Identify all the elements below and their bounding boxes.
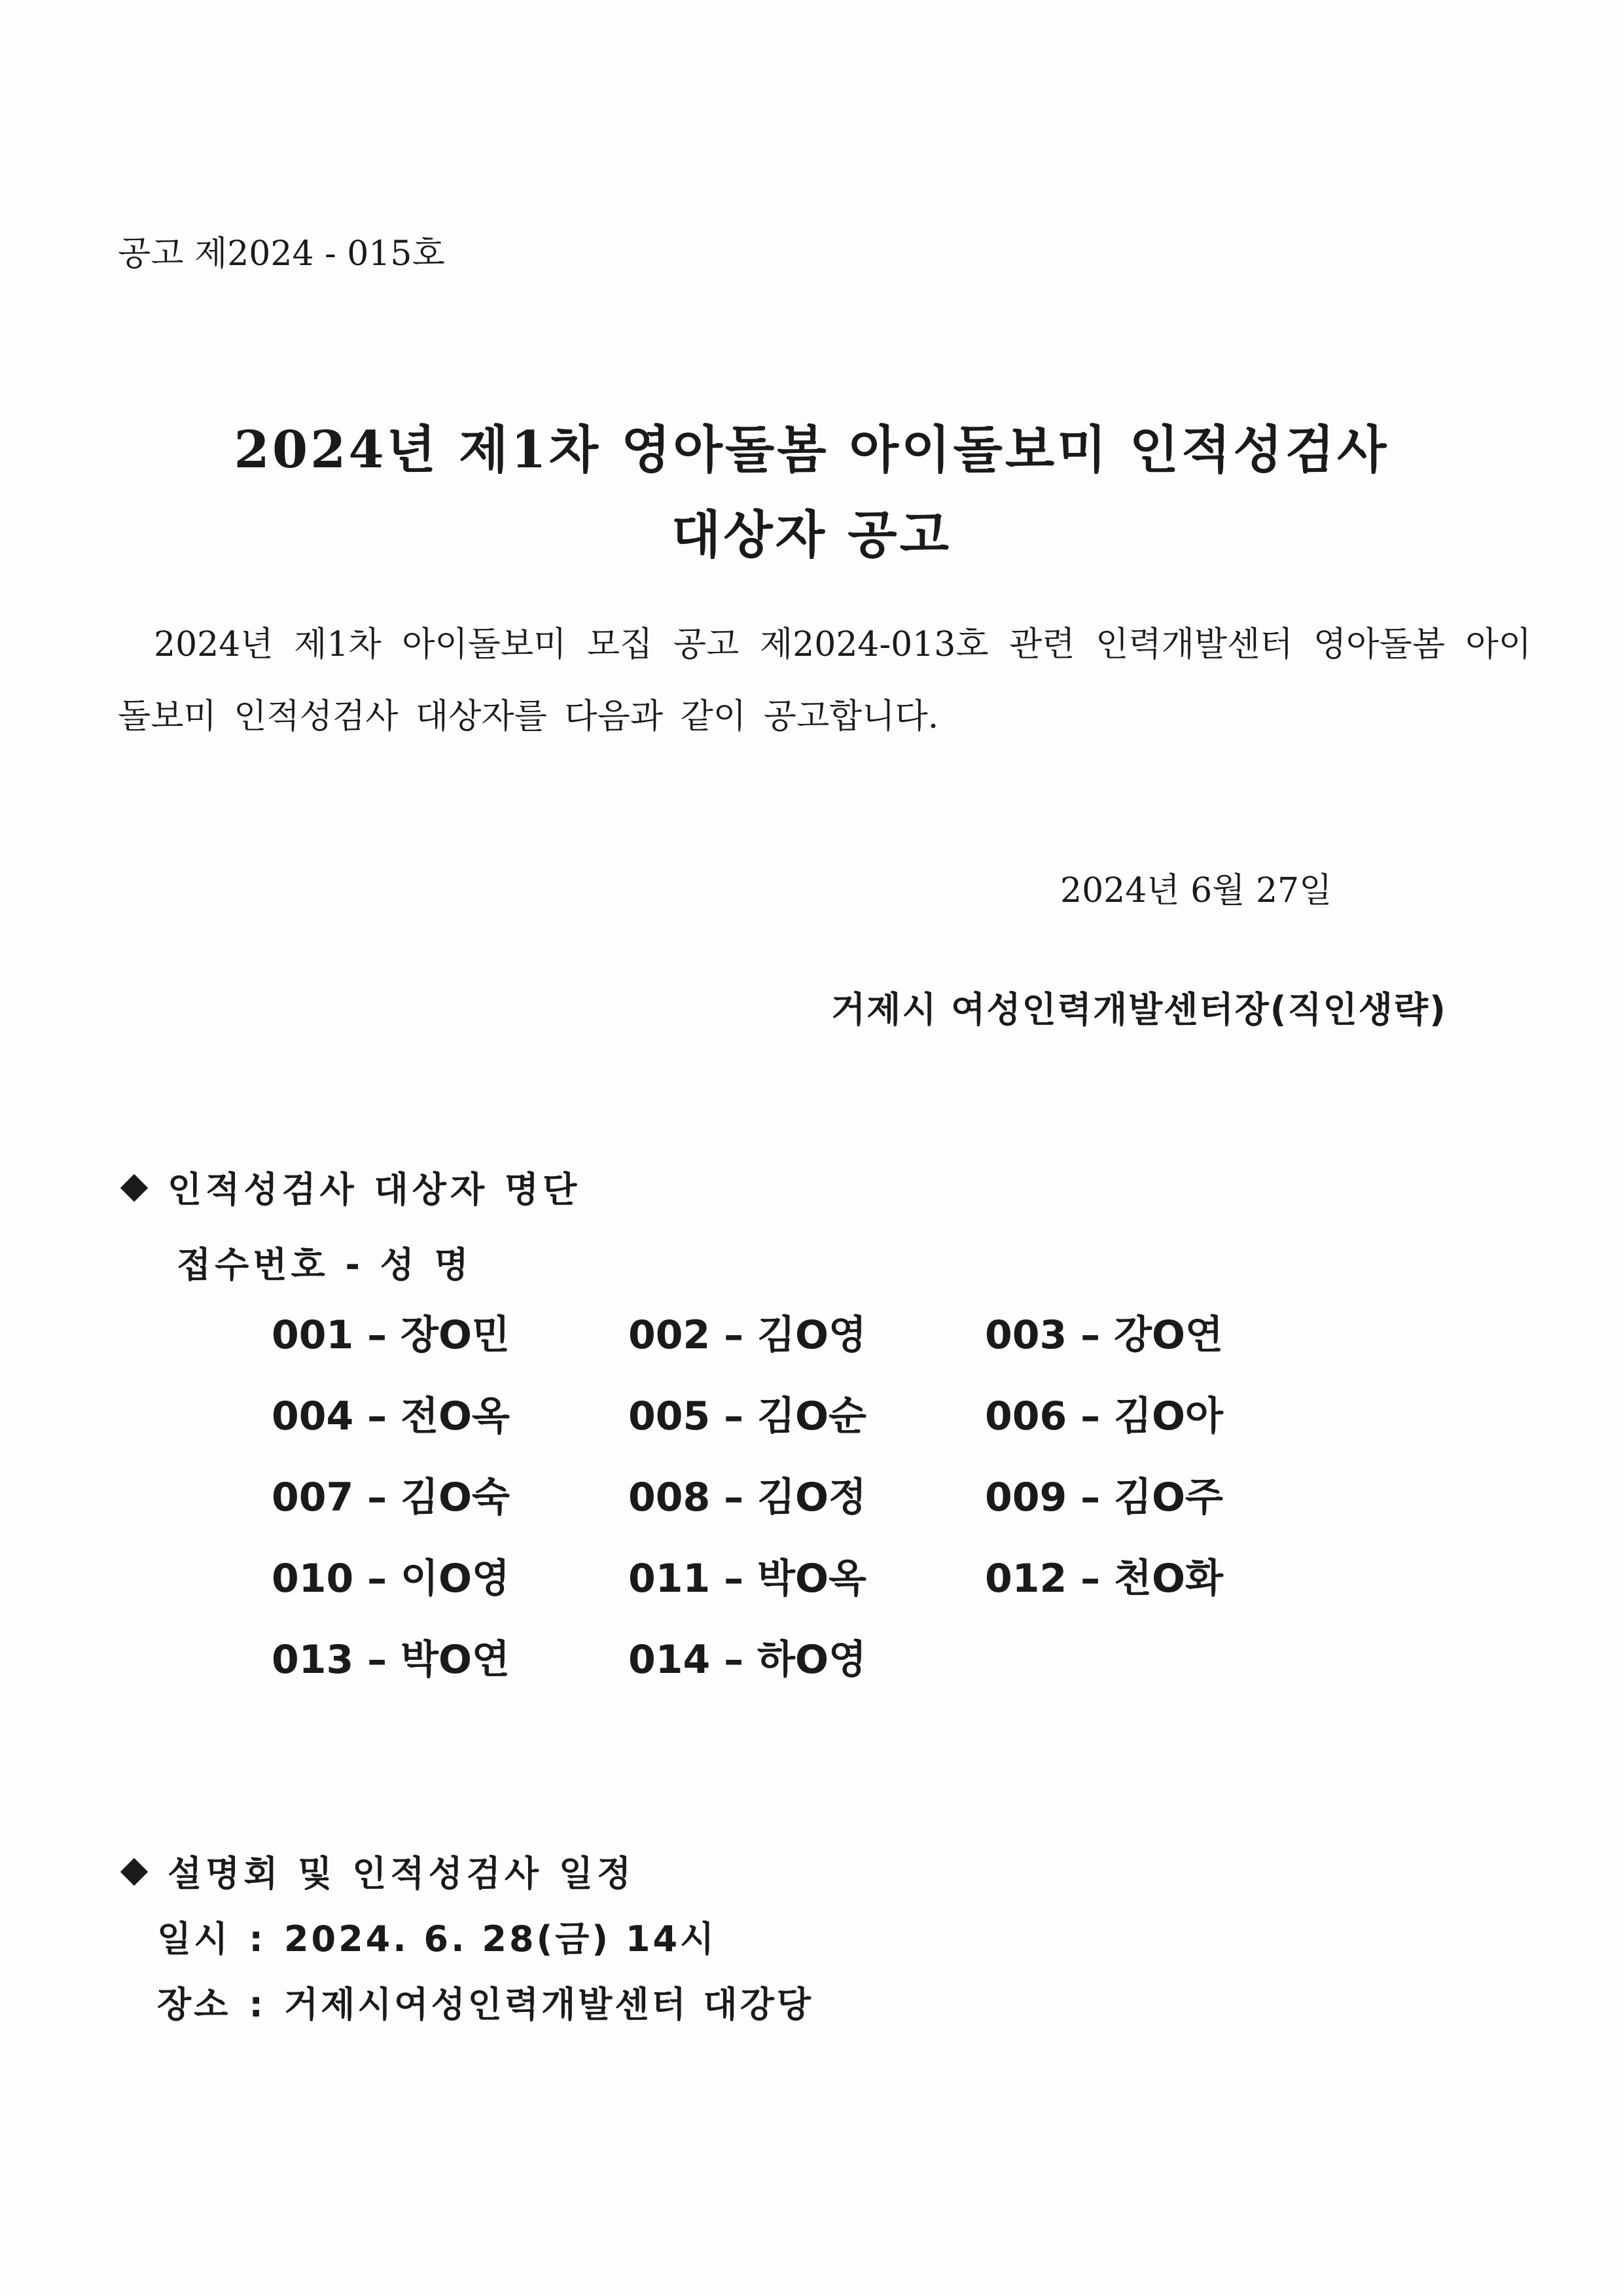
roster-entry: 014 – 하O영 — [628, 1637, 866, 1683]
document-title-line2: 대상자 공고 — [671, 505, 952, 565]
diamond-bullet-icon — [120, 1174, 148, 1202]
datetime-value: 2024. 6. 28(금) 14시 — [283, 1918, 717, 1960]
notice-number: 공고 제2024 - 015호 — [118, 234, 445, 274]
roster-entry: 008 – 김O정 — [628, 1475, 866, 1520]
schedule-datetime — [157, 1911, 717, 1962]
roster-entry: 004 – 전O옥 — [272, 1393, 510, 1439]
schedule-heading-text: 설명회 및 인적성검사 일정 — [168, 1853, 635, 1894]
schedule-section-heading — [124, 1846, 635, 1896]
notice-body: 2024년 제1차 아이돌보미 모집 공고 제2024-013호 관련 인력개발센터 영아돌봄 아이돌보미 인적성검사 대상자를 다음과 같이 공고합니다. — [118, 625, 1531, 736]
roster-entry: 002 – 김O영 — [628, 1312, 866, 1358]
roster-subheading: 접수번호 - 성 명 — [177, 1244, 473, 1285]
roster-entry: 005 – 김O순 — [628, 1393, 866, 1439]
roster-entry: 009 – 김O주 — [985, 1475, 1223, 1520]
issue-date: 2024년 6월 27일 — [1060, 871, 1332, 910]
label-colon: : — [249, 1984, 266, 2025]
location-label: 장소 — [157, 1984, 231, 2025]
roster-entry: 010 – 이O영 — [272, 1556, 510, 1602]
roster-entry: 003 – 강O연 — [985, 1312, 1223, 1358]
schedule-location — [157, 1977, 813, 2027]
label-colon: : — [249, 1918, 266, 1960]
document-title-line1: 2024년 제1차 영아돌봄 아이돌보미 인적성검사 — [234, 420, 1389, 480]
candidate-roster — [272, 1309, 1384, 1686]
roster-entry: 007 – 김O숙 — [272, 1475, 510, 1520]
diamond-bullet-icon — [120, 1858, 148, 1886]
roster-entry: 001 – 장O민 — [272, 1312, 510, 1358]
roster-heading-text: 인적성검사 대상자 명단 — [168, 1169, 581, 1210]
roster-entry: 006 – 김O아 — [985, 1393, 1223, 1439]
datetime-label: 일시 — [157, 1918, 231, 1960]
roster-entry: 011 – 박O옥 — [628, 1556, 866, 1602]
issuer: 거제시 여성인력개발센터장(직인생략) — [831, 989, 1447, 1030]
location-value: 거제시여성인력개발센터 대강당 — [283, 1984, 814, 2025]
roster-section-heading — [124, 1162, 580, 1212]
roster-entry: 012 – 천O화 — [985, 1556, 1223, 1602]
roster-entry: 013 – 박O연 — [272, 1637, 510, 1683]
